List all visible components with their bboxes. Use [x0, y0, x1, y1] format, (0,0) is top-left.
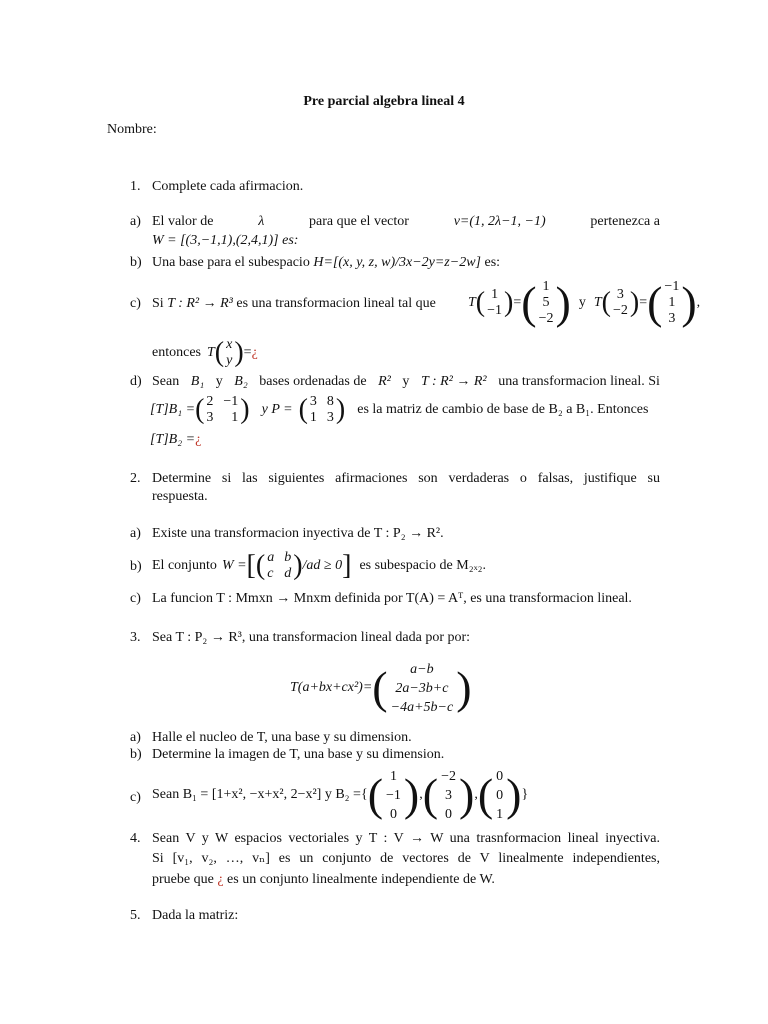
q1c-text — [152, 295, 436, 313]
q1b-line — [152, 254, 500, 272]
q3c-vector-3: ( 0 0 1 ) — [477, 768, 522, 822]
q1d-text-c: una transformacion lineal. Si — [498, 374, 660, 389]
q1a-vector: v=(1, 2λ−1, −1) — [453, 214, 546, 229]
q5-text: Dada la matriz: — [152, 908, 239, 923]
q1d-y: y — [215, 374, 223, 389]
q2b-text-right: es subespacio de M₂ₓ₂. — [359, 558, 487, 573]
q1a-line2: W = [(3,−1,1),(2,4,1)] es: — [152, 233, 299, 248]
q2-line1 — [152, 470, 660, 488]
q3b-text: Determine la imagen de T, una base y su dimension. — [152, 747, 445, 762]
q4-line1-text: Sean V y W espacios vectoriales y T : V → W una trasnformacion lineal inyectiva. — [152, 831, 660, 846]
q3-rhs-vector: ( a−b 2a−3b+c −4a+5b−c ) — [372, 661, 472, 715]
q1c-label: c) — [130, 296, 141, 311]
q1c-input-vector-1: ( 1 −1 ) — [475, 287, 514, 318]
q3-number: 3. — [130, 630, 141, 645]
q1c-entonces: entonces T ( x y ) = ¿ — [152, 337, 258, 368]
q1b-text-left: Una base para el subespacio — [152, 255, 310, 270]
q2b-condition: /ad ≥ 0 — [302, 558, 343, 573]
q2b-text-left: El conjunto — [152, 558, 217, 573]
q1c-y: y — [578, 295, 586, 310]
q1a-text-right: pertenezca a — [590, 214, 660, 229]
q1b-label: b) — [130, 255, 142, 270]
q1-number: 1. — [130, 179, 141, 194]
q2-number: 2. — [130, 471, 141, 486]
q2c-text: La funcion T : Mmxn → Mnxm definida por T(A) = Aᵀ, es una transformacion lineal. — [152, 591, 632, 606]
q1d-line3 — [150, 431, 201, 449]
q1a-text-mid: para que el vector — [309, 214, 409, 229]
q2a-text: Existe una transformacion inyectiva de T : P₂ → R². — [152, 526, 444, 541]
q1b-set: H=[(x, y, z, w)/3x−2y=z−2w] — [313, 255, 481, 270]
q1d-b1: B₁ — [190, 374, 205, 389]
q1d-matrix-tb1: ( 2 −1 3 1 ) — [195, 394, 250, 425]
q3c-text: Sean B₁ = [1+x², −x+x², 2−x²] y B₂ = — [152, 787, 361, 802]
q1c-mid: es una transformacion lineal tal que — [236, 296, 436, 311]
q2-line1-text: Determine si las siguientes afirmaciones son verdaderas o falsas, justifique su — [152, 471, 660, 486]
q3b-label: b) — [130, 747, 142, 762]
q1c-input-vector-3: ( x y ) — [214, 337, 244, 368]
q1b-text-right: es: — [484, 255, 501, 270]
q1d-b2: B₂ — [234, 374, 248, 389]
q1c-map: T : R² → R³ — [167, 296, 233, 311]
q3-text: Sea T : P₂ → R³, una transformacion lineal dada por por: — [152, 630, 471, 645]
q1c-equations: T ( 1 −1 ) = ( 1 5 −2 ) y T ( 3 −2 ) = ( −1 1 3 ) , — [468, 277, 701, 328]
q1-text: Complete cada afirmacion. — [152, 179, 304, 194]
q1d-p: y P = — [261, 402, 293, 417]
q3c-vector-1: ( 1 −1 0 ) — [367, 768, 420, 822]
q1a-text-left: El valor de — [152, 214, 214, 229]
q1d-y2: y — [402, 374, 410, 389]
q1d-question-mark: ¿ — [195, 432, 202, 447]
q1c-entonces-text: entonces — [152, 345, 201, 360]
q4-number: 4. — [130, 831, 141, 846]
q1d-text-l2: es la matriz de cambio de base de B₂ a B₁. Entonces — [357, 402, 649, 417]
q2a-label: a) — [130, 526, 141, 541]
q2c-label: c) — [130, 591, 141, 606]
q4-line3-b: es un conjunto linealmente independiente de W. — [227, 872, 495, 887]
q1c-si: Si — [152, 296, 164, 311]
q3a-text: Halle el nucleo de T, una base y su dimension. — [152, 730, 412, 745]
q1c-output-vector-2: ( −1 1 3 ) — [647, 277, 697, 328]
q1d-r2: R² — [378, 374, 391, 389]
q5-number: 5. — [130, 908, 141, 923]
page-title: Pre parcial algebra lineal 4 — [303, 94, 465, 109]
q1d-label: d) — [130, 374, 142, 389]
q4-line1 — [152, 830, 660, 848]
q1a-lambda: λ — [258, 214, 265, 229]
q1c-input-vector-2: ( 3 −2 ) — [601, 287, 640, 318]
q4-line2 — [152, 850, 660, 868]
q2b-set: [ ( a b c d ) — [246, 550, 303, 581]
q1a-line1 — [152, 213, 660, 231]
q1d-line2 — [150, 391, 648, 429]
q1a-label: a) — [130, 214, 141, 229]
nombre-label: Nombre: — [107, 122, 157, 137]
q3a-label: a) — [130, 730, 141, 745]
q1c-output-vector-1: ( 1 5 −2 ) — [521, 277, 571, 328]
q2-line2: respuesta. — [152, 489, 208, 504]
q3c-label: c) — [130, 790, 141, 805]
q1c-question-mark: ¿ — [251, 345, 258, 360]
q4-line2-text: Si [v₁, v₂, …, vₙ] es un conjunto de vectores de V linealmente independientes, — [152, 851, 660, 866]
q4-question-mark: ¿ — [217, 872, 224, 887]
q3-lhs: T(a+bx+cx²)= — [290, 680, 373, 695]
q4-line3 — [152, 871, 495, 889]
q1d-map: T : R² → R² — [420, 374, 487, 389]
q2b-label: b) — [130, 559, 142, 574]
q3c-line: Sean B₁ = [1+x², −x+x², 2−x²] y B₂ = { ( 1 −1 0 ) , ( −2 3 0 ) , ( 0 0 1 ) } — [152, 768, 529, 822]
q1d-line1 — [152, 373, 660, 391]
q1d-bases: bases ordenadas de — [259, 374, 367, 389]
q2b-line: El conjunto W = [ ( a b c d ) /ad ≥ 0 ] es subespacio de M₂ₓ₂. — [152, 550, 487, 581]
q2b-w: W = — [221, 558, 247, 573]
q3c-vector-2: ( −2 3 0 ) — [422, 768, 475, 822]
q3-definition — [290, 658, 472, 718]
q1d-tb2: [T]B₂ = — [150, 432, 196, 447]
q1d-sean: Sean — [152, 374, 180, 389]
q4-line3-a: pruebe que — [152, 872, 214, 887]
q1d-tb1: [T]B₁ = — [150, 402, 196, 417]
q1d-matrix-p: ( 3 8 1 3 ) — [298, 394, 346, 425]
